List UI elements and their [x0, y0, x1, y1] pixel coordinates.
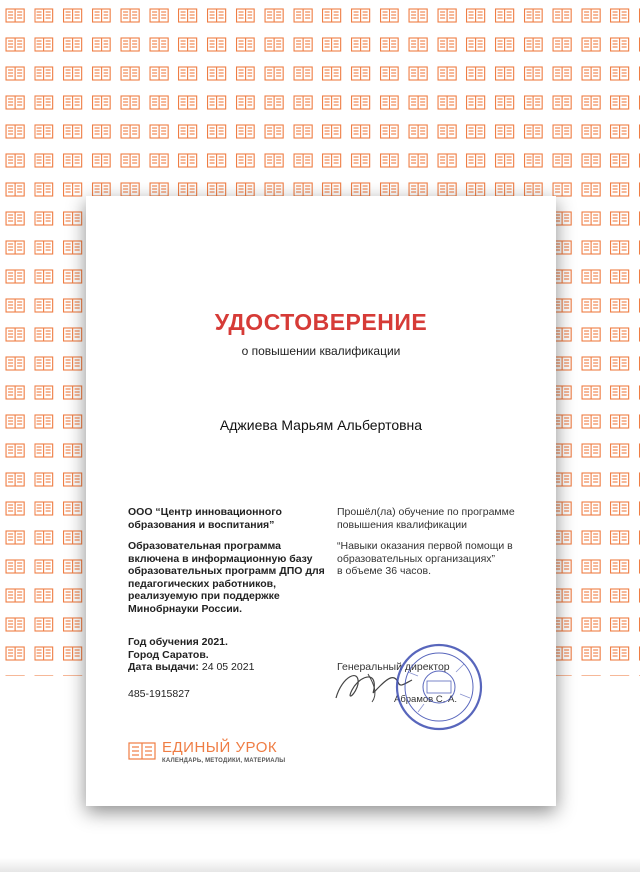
course-hours: в объеме 36 часов. [337, 565, 431, 577]
stamp [394, 642, 484, 732]
training-block [337, 506, 547, 578]
director-name: Абрамов С. А. [394, 694, 457, 705]
edinyi-urok-logo [128, 739, 318, 769]
program-note: Образовательная программа включена в информационную базу образовательных программ ДПО для педагогических работников, реализуемую при поддержке Минобрнауки России. [128, 540, 325, 615]
bottom-shadow [0, 858, 640, 872]
training-statement: Прошёл(ла) обучение по программе повышения квалификации [337, 506, 515, 531]
issue-date-label: Дата выдачи: [128, 661, 199, 673]
course-title: “Навыки оказания первой помощи в образовательных организациях” [337, 540, 513, 565]
certificate-title: УДОСТОВЕРЕНИЕ [214, 309, 428, 335]
book-icon [128, 741, 156, 761]
issue-date: 24 05 2021 [201, 661, 255, 673]
certificate-subtitle: о повышении квалификации [241, 344, 401, 358]
organization-block [128, 506, 328, 624]
registration-number: 485-1915827 [128, 688, 190, 700]
director-title: Генеральный директор [337, 661, 450, 673]
city: Город Саратов. [128, 648, 209, 661]
logo-name: ЕДИНЫЙ УРОК [162, 739, 278, 756]
organization-name: ООО “Центр инновационного образования и воспитания” [128, 506, 282, 531]
logo-tagline: КАЛЕНДАРЬ, МЕТОДИКИ, МАТЕРИАЛЫ [162, 758, 286, 764]
recipient-name: Аджиева Марьям Альбертовна [219, 417, 423, 433]
issue-date-line [128, 661, 328, 674]
issue-info [128, 636, 328, 674]
certificate-page [86, 196, 556, 806]
training-year: Год обучения 2021. [128, 636, 228, 648]
